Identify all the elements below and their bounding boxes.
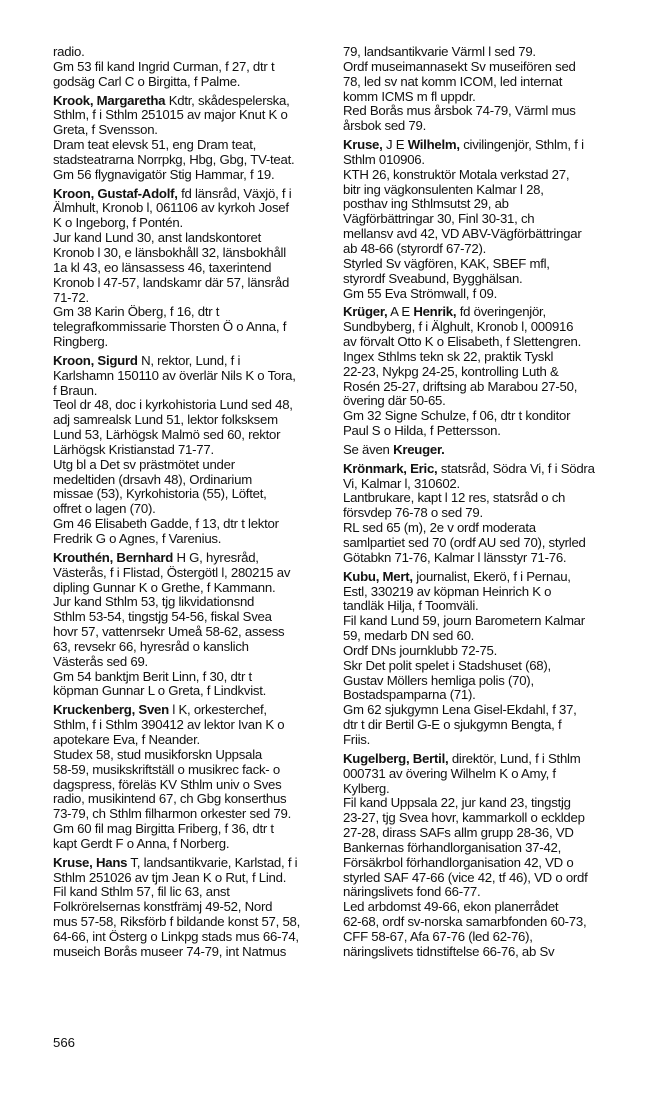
- entry-text: Gm 38 Karin Öberg, f 16, dtr t: [53, 304, 220, 320]
- entry-text: Ordf DNs journklubb 72-75.: [343, 642, 498, 658]
- entry-text: Sthlm 010906.: [343, 151, 425, 167]
- entry-text: Karlshamn 150110 av överlär Nils K o Tora,: [53, 367, 296, 383]
- entry-text: Jur kand Lund 30, anst landskontoret: [53, 230, 262, 246]
- text-line: [53, 670, 356, 685]
- text-line: [53, 763, 356, 778]
- text-line: [343, 871, 658, 886]
- text-line: [343, 703, 658, 718]
- text-line: [53, 822, 356, 837]
- entry-text: kapt Gerdt F o Anna, f Norberg.: [53, 835, 230, 851]
- entry-text: 23-27, tjg Svea hovr, kammarkoll o eckldep: [343, 810, 585, 826]
- entry-text: Gm 32 Signe Schulze, f 06, dtr t konditor: [343, 408, 571, 424]
- text-line: [343, 767, 658, 782]
- text-line: [343, 90, 658, 105]
- entry-text: Gm 46 Elisabeth Gadde, f 13, dtr t lektor: [53, 516, 279, 532]
- entry-text: Lantbrukare, kapt l 12 res, statsråd o ch: [343, 490, 566, 506]
- entry-text: 1a kl 43, eo länsassess 46, taxerintend: [53, 259, 272, 275]
- text-line: [53, 595, 356, 610]
- entry-text: Fil kand Lund 59, journ Barometern Kalmar: [343, 613, 585, 629]
- text-line: [53, 45, 356, 60]
- entry-text: styrordf Sveabund, Bygghälsan.: [343, 270, 523, 286]
- text-line: [343, 521, 658, 536]
- entry-text: Ringberg.: [53, 334, 108, 350]
- text-line: [53, 718, 356, 733]
- entry-text: Västerås sed 69.: [53, 653, 148, 669]
- entry-text: mellansv avd 42, VD ABV-Vägförbättringar: [343, 226, 582, 242]
- text-line: [343, 305, 658, 320]
- entry-text: övering där 50-65.: [343, 393, 446, 409]
- text-line: [343, 930, 658, 945]
- text-line: [53, 551, 356, 566]
- entry-text: Rosén 25-27, driftsing ab Marabou 27-50,: [343, 378, 578, 394]
- text-line: [53, 187, 356, 202]
- text-line: [343, 350, 658, 365]
- text-line: [53, 733, 356, 748]
- entry-text: J E: [382, 137, 408, 153]
- entry-text: N, rektor, Lund, f i: [137, 352, 241, 368]
- entry-text: CFF 58-67, Afa 67-76 (led 62-76),: [343, 928, 533, 944]
- entry-text: Sundbyberg, f i Älghult, Kronob l, 000916: [343, 319, 574, 335]
- entry-text: Kronob l 47-57, landskamr där 57, länsråd: [53, 274, 290, 290]
- text-line: [343, 796, 658, 811]
- text-line: [53, 335, 356, 350]
- text-line: [343, 197, 658, 212]
- text-line: [53, 138, 356, 153]
- text-line: [53, 246, 356, 261]
- text-line: [53, 778, 356, 793]
- text-line: [53, 532, 356, 547]
- entry-text: 79, landsantikvarie Värml l sed 79.: [343, 44, 536, 59]
- entry-text: Fil kand Uppsala 22, jur kand 23, tingstjg: [343, 795, 571, 811]
- text-line: [53, 792, 356, 807]
- text-line: [53, 94, 356, 109]
- text-line: [53, 930, 356, 945]
- entry-text: l K, orkesterchef,: [168, 702, 267, 718]
- entry-text: Försäkrbol förhandlorganisation 42, VD o: [343, 854, 574, 870]
- text-line: [53, 625, 356, 640]
- entry-text: Sthlm 251026 av tjm Jean K o Rut, f Lind.: [53, 869, 287, 885]
- text-line: [343, 380, 658, 395]
- text-line: [53, 871, 356, 886]
- text-line: [53, 837, 356, 852]
- entry-text: ab 48-66 (styrordf 67-72).: [343, 240, 487, 256]
- text-line: [343, 885, 658, 900]
- entry-text: Gm 54 banktjm Berit Linn, f 30, dtr t: [53, 668, 252, 684]
- entry-text: Älmhult, Kronob l, 061106 av kyrkoh Josef: [53, 200, 289, 216]
- entry: [343, 305, 658, 439]
- text-line: [343, 614, 658, 629]
- text-line: [343, 733, 658, 748]
- text-line: [343, 599, 658, 614]
- entry: [53, 354, 356, 547]
- entry-text: Gm 60 fil mag Birgitta Friberg, f 36, dtr t: [53, 821, 274, 837]
- text-line: [53, 413, 356, 428]
- entry-text: 59, medarb DN sed 60.: [343, 628, 475, 644]
- text-line: [53, 108, 356, 123]
- entry-text: köpman Gunnar L o Greta, f Lindkvist.: [53, 683, 267, 699]
- entry-name: Krüger,: [343, 304, 388, 320]
- entry-text: offret o lagen (70).: [53, 501, 156, 517]
- entry-text: adj samrealsk Lund 51, lektor folksksem: [53, 412, 278, 428]
- text-line: [53, 354, 356, 369]
- text-line: [53, 807, 356, 822]
- text-line: [53, 458, 356, 473]
- entry: [343, 752, 658, 960]
- entry-text: f Braun.: [53, 382, 98, 398]
- text-line: [343, 536, 658, 551]
- entry: [343, 443, 658, 458]
- entry-text: telegrafkommissarie Thorsten Ö o Anna, f: [53, 319, 287, 335]
- entry-text: Utg bl a Det sv prästmötet under: [53, 456, 235, 472]
- text-line: [53, 900, 356, 915]
- text-line: [343, 826, 658, 841]
- entry: [343, 45, 658, 134]
- text-line: [343, 856, 658, 871]
- text-line: [343, 688, 658, 703]
- entry-name: Wilhelm,: [407, 137, 460, 153]
- entry-text: näringslivets tidnstiftelse 66-76, ab Sv: [343, 943, 555, 959]
- text-line: [343, 394, 658, 409]
- text-line: [53, 610, 356, 625]
- text-line: [343, 945, 658, 960]
- text-line: [53, 945, 356, 960]
- text-line: [343, 811, 658, 826]
- text-line: [53, 487, 356, 502]
- text-line: [343, 915, 658, 930]
- entry: [53, 551, 356, 699]
- text-line: [343, 644, 658, 659]
- text-line: [343, 183, 658, 198]
- text-line: [53, 443, 356, 458]
- text-line: [343, 659, 658, 674]
- text-line: [343, 674, 658, 689]
- entry-name: Kreuger.: [393, 441, 445, 457]
- entry-text: 73-79, ch Sthlm filharmon orkester sed 79.: [53, 806, 291, 822]
- entry-text: 71-72.: [53, 289, 89, 305]
- entry-text: radio.: [53, 44, 85, 59]
- entry-text: museich Borås museer 74-79, int Natmus: [53, 943, 287, 959]
- text-line: [53, 640, 356, 655]
- entry-text: Se även: [343, 441, 394, 457]
- entry-name: Kruckenberg, Sven: [53, 702, 169, 718]
- text-line: [53, 566, 356, 581]
- entry-text: 27-28, dirass SAFs allm grupp 28-36, VD: [343, 825, 574, 841]
- text-line: [53, 885, 356, 900]
- text-line: [53, 655, 356, 670]
- text-line: [343, 153, 658, 168]
- text-line: [343, 227, 658, 242]
- entry-text: Fredrik G o Agnes, f Varenius.: [53, 531, 222, 546]
- entry-text: stadsteatrarna Norrpkg, Hbg, Gbg, TV-teat.: [53, 151, 295, 167]
- text-line: [343, 60, 658, 75]
- entry-text: Ingex Sthlms tekn sk 22, praktik Tyskl: [343, 348, 554, 364]
- entry-text: Folkrörelsernas konstfrämj 49-52, Nord: [53, 899, 273, 915]
- entry-text: Kdtr, skådespelerska,: [165, 92, 290, 108]
- page-number: 566: [53, 1035, 76, 1050]
- entry-text: tandläk Hilja, f Toomväli.: [343, 598, 479, 614]
- entry-text: H G, hyresråd,: [173, 549, 259, 565]
- text-line: [53, 168, 356, 183]
- entry-text: komm ICMS m fl uppdr.: [343, 88, 476, 104]
- text-line: [343, 320, 658, 335]
- text-line: [53, 216, 356, 231]
- text-line: [53, 684, 356, 699]
- entry-text: mus 57-58, Riksförb f bildande konst 57, 58,: [53, 914, 301, 930]
- entry-text: journalist, Ekerö, f i Pernau,: [412, 568, 571, 584]
- entry-text: Bostadspamparna (71).: [343, 687, 476, 703]
- entry-name: Kroon, Gustaf-Adolf,: [53, 185, 178, 201]
- text-line: [343, 287, 658, 302]
- text-line: [343, 477, 658, 492]
- entry-text: Led arbdomst 49-66, ekon planerrådet: [343, 899, 559, 915]
- entry-text: Götabkn 71-76, Kalmar l länsstyr 71-76.: [343, 549, 567, 565]
- entry: [343, 138, 658, 301]
- entry: [343, 570, 658, 748]
- entry-text: bitr ing vägkonsulenten Kalmar l 28,: [343, 181, 544, 197]
- entry-name: Krönmark, Eric,: [343, 460, 438, 476]
- text-line: [53, 231, 356, 246]
- text-line: [53, 305, 356, 320]
- entry-text: dtr t dir Bertil G-E o sjukgymn Bengta, f: [343, 717, 562, 733]
- text-line: [53, 517, 356, 532]
- text-line: [343, 212, 658, 227]
- text-line: [343, 45, 658, 60]
- text-line: [53, 473, 356, 488]
- text-line: [343, 424, 658, 439]
- entry-text: Estl, 330219 av köpman Heinrich K o: [343, 583, 552, 599]
- text-line: [343, 138, 658, 153]
- text-line: [53, 369, 356, 384]
- entry-text: Sthlm, f i Sthlm 390412 av lektor Ivan K o: [53, 717, 285, 733]
- entry-name: Krouthén, Bernhard: [53, 549, 174, 565]
- entry-text: Studex 58, stud musikforskn Uppsala: [53, 746, 262, 762]
- entry-text: Gm 56 flygnavigatör Stig Hammar, f 19.: [53, 166, 275, 182]
- text-line: [53, 856, 356, 871]
- text-line: [53, 398, 356, 413]
- text-line: [53, 502, 356, 517]
- entry-text: Gustav Möllers hemliga polis (70),: [343, 672, 534, 688]
- text-line: [343, 585, 658, 600]
- entry-text: 63, revsekr 66, hyresråd o kanslich: [53, 638, 249, 654]
- text-line: [343, 335, 658, 350]
- entry-text: Vägförbättringar 30, Finl 30-31, ch: [343, 211, 535, 227]
- text-line: [343, 409, 658, 424]
- entry: [343, 462, 658, 566]
- entry-text: Fil kand Sthlm 57, fil lic 63, anst: [53, 884, 230, 900]
- entry-text: näringslivets fond 66-77.: [343, 884, 481, 900]
- text-line: [53, 703, 356, 718]
- text-line: [343, 718, 658, 733]
- text-line: [53, 748, 356, 763]
- entry-text: civilingenjör, Sthlm, f i: [459, 137, 584, 153]
- text-line: [343, 491, 658, 506]
- entry-text: Kronob l 30, e länsbokhåll 32, länsbokhåll: [53, 244, 286, 260]
- entry-text: Sthlm, f i Sthlm 251015 av major Knut K o: [53, 107, 288, 123]
- entry-text: 58-59, musikskriftställ o musikrec fack- o: [53, 761, 280, 777]
- entry-text: radio, musikintend 67, ch Gbg konserthus: [53, 791, 287, 807]
- text-line: [343, 257, 658, 272]
- text-line: [53, 75, 356, 90]
- entry-name: Kugelberg, Bertil,: [343, 750, 449, 766]
- entry-text: Vi, Kalmar l, 310602.: [343, 475, 460, 491]
- text-line: [343, 752, 658, 767]
- entry-text: Lund 53, Lärhögsk Malmö sed 60, rektor: [53, 427, 281, 443]
- entry-text: Gm 62 sjukgymn Lena Gisel-Ekdahl, f 37,: [343, 702, 577, 718]
- text-line: [53, 320, 356, 335]
- entry-text: Ordf museimannasekt Sv museifören sed: [343, 58, 576, 74]
- text-line: [343, 570, 658, 585]
- entry-text: Gm 53 fil kand Ingrid Curman, f 27, dtr t: [53, 58, 275, 74]
- entry-text: 62-68, ordf sv-norska samarbfonden 60-73,: [343, 914, 587, 930]
- entry-text: fd länsråd, Växjö, f i: [177, 185, 292, 201]
- entry-text: Red Borås mus årsbok 74-79, Värml mus: [343, 103, 576, 119]
- text-line: [53, 123, 356, 138]
- text-line: [53, 915, 356, 930]
- text-line: [53, 581, 356, 596]
- text-line: [343, 272, 658, 287]
- entry: [53, 94, 356, 183]
- entry-name: Kroon, Sigurd: [53, 352, 138, 368]
- entry-text: RL sed 65 (m), 2e v ordf moderata: [343, 520, 536, 536]
- entry-text: Sthlm 53-54, tingstjg 54-56, fiskal Svea: [53, 609, 272, 625]
- text-line: [343, 365, 658, 380]
- text-line: [343, 462, 658, 477]
- text-line: [53, 276, 356, 291]
- text-line: [53, 60, 356, 75]
- entry-text: KTH 26, konstruktör Motala verkstad 27,: [343, 166, 570, 182]
- entry: [53, 856, 356, 960]
- entry: [53, 45, 356, 90]
- text-line: [343, 841, 658, 856]
- entry-text: T, landsantikvarie, Karlstad, f i: [127, 854, 298, 870]
- text-line: [53, 261, 356, 276]
- entry-text: 000731 av övering Wilhelm K o Amy, f: [343, 765, 556, 781]
- text-line: [343, 104, 658, 119]
- entry-text: dagspress, föreläs KV Sthlm univ o Sves: [53, 776, 282, 792]
- entry-name: Kubu, Mert,: [343, 568, 413, 584]
- entry-text: Skr Det polit spelet i Stadshuset (68),: [343, 657, 551, 673]
- entry-text: missae (53), Kyrkohistoria (55), Löftet,: [53, 486, 267, 502]
- text-line: [53, 384, 356, 399]
- text-line: [343, 443, 658, 458]
- entry-text: styrled SAF 47-66 (vice 42, tf 46), VD o ordf: [343, 869, 588, 885]
- entry-text: posthav ing Sthlmsutst 29, ab: [343, 196, 509, 212]
- entry-text: Dram teat elevsk 51, eng Dram teat,: [53, 137, 257, 153]
- entry-text: Västerås, f i Flistad, Östergötl l, 280215 av: [53, 564, 291, 580]
- entry-text: Teol dr 48, doc i kyrkohistoria Lund sed 48,: [53, 397, 293, 413]
- entry-text: Styrled Sv vägfören, KAK, SBEF mfl,: [343, 255, 550, 271]
- entry-text: Kylberg.: [343, 780, 390, 796]
- entry: [53, 703, 356, 851]
- text-line: [343, 242, 658, 257]
- entry-text: samlpartiet sed 70 (ordf AU sed 70), styrled: [343, 535, 586, 550]
- entry-text: 64-66, int Österg o Linkpg stads mus 66-74,: [53, 928, 299, 944]
- text-line: [343, 75, 658, 90]
- entry-text: Bankernas förhandlorganisation 37-42,: [343, 839, 562, 855]
- left-column: [53, 45, 356, 964]
- entry-name: Kruse,: [343, 137, 383, 153]
- entry-text: hovr 57, vattenrsekr Umeå 58-62, assess: [53, 624, 285, 640]
- text-line: [343, 551, 658, 566]
- entry-text: Paul S o Hilda, f Pettersson.: [343, 423, 501, 439]
- entry-text: Gm 55 Eva Strömwall, f 09.: [343, 285, 498, 301]
- entry-text: Jur kand Sthlm 53, tjg likvidationsnd: [53, 594, 255, 610]
- text-line: [53, 291, 356, 306]
- text-line: [343, 782, 658, 797]
- text-line: [343, 506, 658, 521]
- text-line: [53, 428, 356, 443]
- text-line: [343, 629, 658, 644]
- entry-text: apotekare Eva, f Neander.: [53, 731, 200, 747]
- text-line: [53, 153, 356, 168]
- entry-text: 22-23, Nykpg 24-25, kontrolling Luth &: [343, 363, 559, 379]
- right-column: [343, 45, 658, 964]
- entry-text: medeltiden (drsavh 48), Ordinarium: [53, 471, 252, 487]
- entry-text: årsbok sed 79.: [343, 118, 427, 134]
- entry-text: av förvalt Otto K o Elisabeth, f Slettengren.: [343, 334, 581, 350]
- entry-text: försvdep 76-78 o sed 79.: [343, 505, 483, 521]
- text-line: [343, 900, 658, 915]
- entry-text: dipling Gunnar K o Grethe, f Kammann.: [53, 579, 276, 595]
- entry-text: godsäg Carl C o Birgitta, f Palme.: [53, 73, 241, 89]
- entry-text: direktör, Lund, f i Sthlm: [448, 750, 581, 766]
- entry-name: Kruse, Hans: [53, 854, 128, 870]
- entry-text: 78, led sv nat komm ICOM, led internat: [343, 73, 563, 89]
- text-line: [53, 201, 356, 216]
- text-line: [343, 168, 658, 183]
- entry-text: Friis.: [343, 731, 371, 747]
- text-line: [343, 119, 658, 134]
- entry-text: Greta, f Svensson.: [53, 122, 158, 138]
- entry-text: K o Ingeborg, f Pontén.: [53, 215, 183, 231]
- entry-text: A E: [387, 304, 414, 320]
- entry-name: Henrik,: [413, 304, 457, 320]
- entry-name: Krook, Margaretha: [53, 92, 166, 108]
- entry: [53, 187, 356, 350]
- entry-text: statsråd, Södra Vi, f i Södra: [437, 460, 595, 476]
- entry-text: Lärhögsk Kristianstad 71-77.: [53, 441, 214, 457]
- entry-text: fd överingenjör,: [456, 304, 546, 320]
